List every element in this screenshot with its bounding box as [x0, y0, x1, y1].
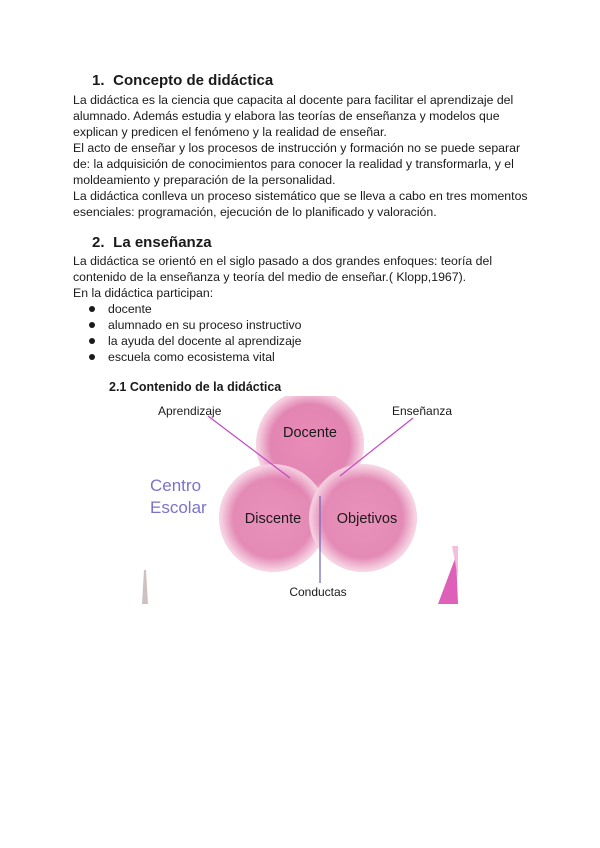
section-1-title: Concepto de didáctica: [113, 72, 274, 89]
circle-label-discente: Discente: [244, 511, 302, 527]
corner-mark-right: [438, 556, 458, 604]
callout-aprendizaje: Aprendizaje: [158, 404, 222, 418]
body-line: esenciales: programación, ejecución de lo planificado y valoración.: [73, 205, 437, 219]
body-line: En la didáctica participan:: [73, 286, 214, 300]
body-line: El acto de enseñar y los procesos de instrucción y formación no se puede separar: [73, 141, 521, 155]
callout-ensenanza: Enseñanza: [392, 404, 453, 418]
section-1-number: 1.: [92, 72, 105, 89]
body-line: alumnado. Además estudia y elabora las teorías de enseñanza y modelos que: [73, 109, 500, 123]
circle-label-docente: Docente: [282, 425, 338, 441]
subsection-heading: 2.1 Contenido de la didáctica: [109, 380, 282, 394]
body-line: La didáctica se orientó en el siglo pasado a dos grandes enfoques: teoría del: [73, 254, 493, 268]
body-line: explican y predicen el fenómeno y la realidad de enseñar.: [73, 125, 387, 139]
list-item: docente: [88, 301, 301, 317]
centro-escolar-label-line2: Escolar: [150, 498, 207, 517]
callout-conductas: Conductas: [289, 585, 347, 599]
participants-list: [88, 301, 301, 365]
bullet-icon: [89, 354, 95, 360]
bullet-icon: [89, 322, 95, 328]
section-1-heading: [92, 72, 273, 89]
section-2-number: 2.: [92, 234, 105, 251]
list-item: alumnado en su proceso instructivo: [88, 317, 301, 333]
corner-mark-left: [142, 570, 148, 604]
section-1-body: [73, 92, 533, 220]
list-item: escuela como ecosistema vital: [88, 349, 301, 365]
list-item: la ayuda del docente al aprendizaje: [88, 333, 301, 349]
section-2-body: [73, 253, 533, 301]
body-line: La didáctica es la ciencia que capacita al docente para facilitar el aprendizaje del: [73, 93, 514, 107]
centro-escolar-label-line1: Centro: [150, 476, 202, 495]
body-line: contenido de la enseñanza y teoría del medio de enseñar.( Klopp,1967).: [73, 270, 467, 284]
circle-label-objetivos: Objetivos: [336, 511, 398, 527]
body-line: La didáctica conlleva un proceso sistemático que se lleva a cabo en tres momentos: [73, 189, 528, 203]
bullet-icon: [89, 306, 95, 312]
body-line: de: la adquisición de conocimientos para conocer la realidad y transformarla, y el: [73, 157, 514, 171]
body-line: moldeamiento y preparación de la personalidad.: [73, 173, 336, 187]
section-2-title: La enseñanza: [113, 234, 212, 251]
bullet-icon: [89, 338, 95, 344]
section-2-heading: [92, 234, 212, 251]
didactics-venn-diagram: [140, 396, 470, 606]
